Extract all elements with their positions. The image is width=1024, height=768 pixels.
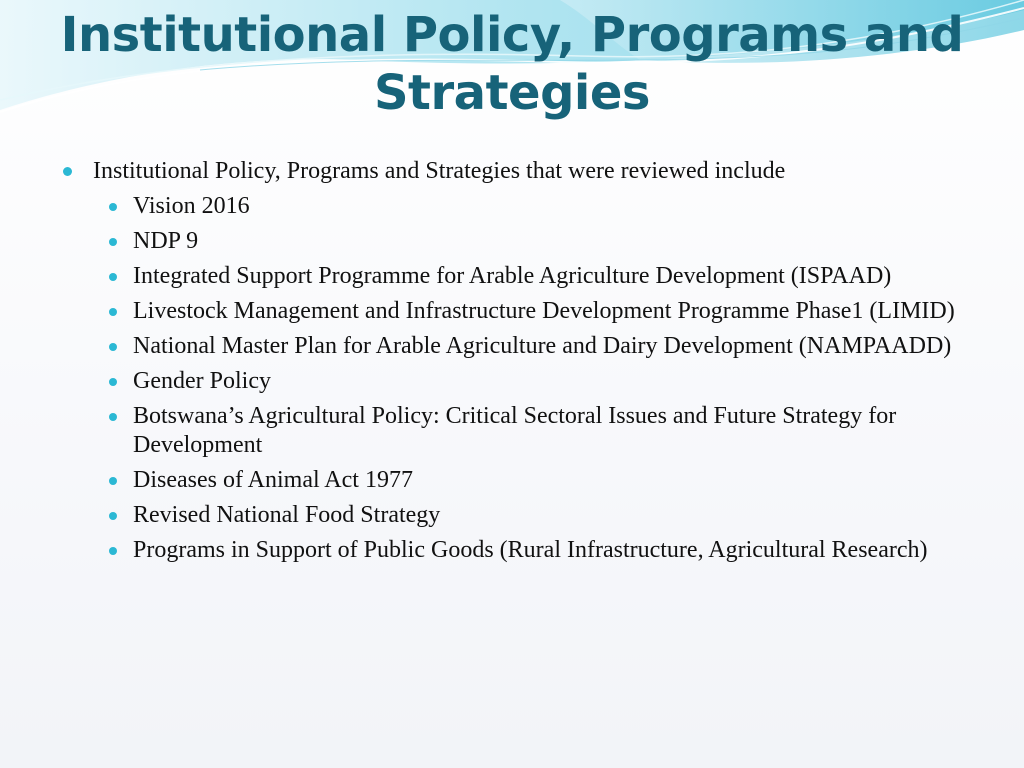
bullet-dot-icon — [109, 308, 117, 316]
list-item-text: Integrated Support Programme for Arable Agriculture Development (ISPAAD) — [133, 263, 892, 289]
list-item-text: Livestock Management and Infrastructure Development Programme Phase1 (LIMID) — [133, 298, 955, 324]
list-item — [133, 262, 958, 291]
list-item-text: Diseases of Animal Act 1977 — [133, 467, 413, 493]
list-item-text: Botswana’s Agricultural Policy: Critical Sectoral Issues and Future Strategy for Development — [133, 403, 897, 458]
slide-title: Institutional Policy, Programs and Strategies — [60, 7, 964, 121]
bullet-dot-icon — [63, 167, 72, 176]
list-item — [133, 297, 958, 326]
list-item-text: Revised National Food Strategy — [133, 502, 441, 528]
list-item — [133, 227, 958, 256]
list-item-text: Vision 2016 — [133, 193, 250, 219]
bullet-dot-icon — [109, 238, 117, 246]
bullet-dot-icon — [109, 343, 117, 351]
bullet-intro — [58, 156, 958, 186]
bullet-dot-icon — [109, 413, 117, 421]
bullet-dot-icon — [109, 477, 117, 485]
list-item-text: NDP 9 — [133, 228, 199, 254]
list-item — [133, 466, 958, 495]
bullet-dot-icon — [109, 203, 117, 211]
list-item — [133, 192, 958, 221]
bullet-dot-icon — [109, 273, 117, 281]
bullet-dot-icon — [109, 378, 117, 386]
bullet-dot-icon — [109, 512, 117, 520]
list-item — [133, 332, 958, 361]
list-item — [133, 536, 958, 565]
bullet-intro-text: Institutional Policy, Programs and Strategies that were reviewed include — [93, 158, 786, 184]
slide-content — [58, 156, 958, 565]
list-item-text: Gender Policy — [133, 368, 271, 394]
list-item — [133, 402, 958, 460]
list-item-text: National Master Plan for Arable Agriculture and Dairy Development (NAMPAADD) — [133, 333, 952, 359]
list-item-text: Programs in Support of Public Goods (Rural Infrastructure, Agricultural Research) — [133, 537, 928, 563]
policy-list — [133, 192, 958, 565]
list-item — [133, 367, 958, 396]
bullet-dot-icon — [109, 547, 117, 555]
list-item — [133, 501, 958, 530]
